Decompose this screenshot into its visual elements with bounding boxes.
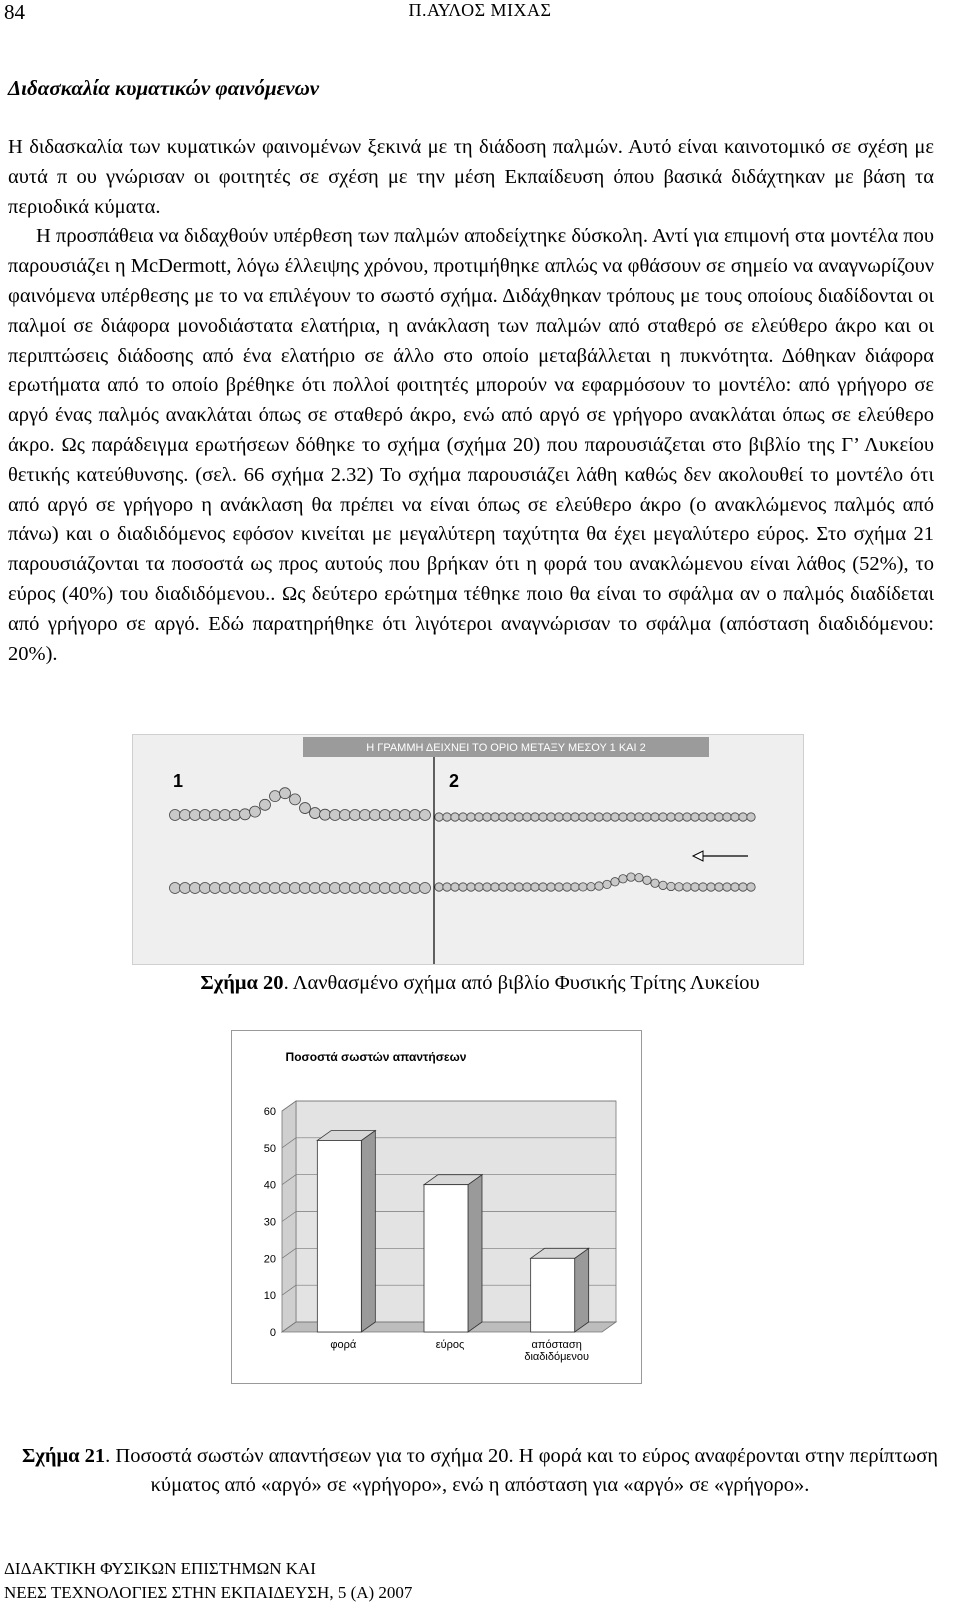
figure-20-caption [0, 972, 960, 995]
bead [180, 810, 191, 821]
footer-line-2: ΝΕΕΣ ΤΕΧΝΟΛΟΓΙΕΣ ΣΤΗΝ ΕΚΠΑΙΔΕΥΣΗ, 5 (Α) 2007 [4, 1583, 413, 1602]
running-head: Π.ΑΥΛΟΣ ΜΙΧΑΣ [408, 0, 552, 20]
x-tick-label: απόσταση [531, 1339, 582, 1351]
bead [220, 883, 231, 894]
bead [400, 883, 411, 894]
y-tick-label: 60 [263, 1106, 276, 1118]
bead [667, 882, 675, 890]
lower-spring-beads [170, 873, 756, 894]
bead [747, 813, 755, 821]
bead [515, 813, 523, 821]
bead [699, 883, 707, 891]
footer-line-1: ΔΙΔΑΚΤΙΚΗ ΦΥΣΙΚΩΝ ΕΠΙΣΤΗΜΩΝ ΚΑΙ [4, 1559, 316, 1578]
bead [280, 788, 291, 799]
y-tick-label: 20 [263, 1253, 276, 1266]
footer [4, 1557, 412, 1605]
bead [555, 813, 563, 821]
bead [467, 883, 475, 891]
bead [547, 813, 555, 821]
bead [380, 883, 391, 894]
bead [320, 809, 331, 820]
bead [240, 809, 251, 820]
bar [317, 1130, 375, 1332]
x-tick-label: φορά [330, 1339, 357, 1351]
bead [270, 791, 281, 802]
bead [390, 810, 401, 821]
bead [290, 883, 301, 894]
bead [571, 883, 579, 891]
bead [611, 878, 619, 886]
bead [675, 883, 683, 891]
bead [360, 883, 371, 894]
bead [571, 813, 579, 821]
chart-x-axis [330, 1339, 589, 1363]
figure-21-chart [231, 1030, 642, 1384]
bead [300, 883, 311, 894]
figure-20-wave-diagram [132, 734, 804, 965]
bead [451, 883, 459, 891]
paragraph-2: Η προσπάθεια να διδαχθούν υπέρθεση των παλμών αποδείχτηκε δύσκολη. Αντί για επιμονή στα μοντέλα που παρουσιάζει η McDermott, λόγω έλλειψης χρόνου, προτιμήθηκε απλώς να φθάσουν σε σημείο να αναγνωρίζουν φαινόμενα υπέρθεσης με το να επιλέγουν το σωστό σχήμα. Διδάχθηκαν τρόπους με τους οποίους διαδίδονται οι παλμοί σε διάφορα μονοδιάστατα ελατήρια, η ανάκλαση των παλμών από σταθερό σε ελεύθερο άκρο και οι περιπτώσεις διάδοσης από ένα ελατήριο σε άλλο στο οποίο μεταβάλλεται η πυκνότητα. Δόθηκαν διάφορα ερωτήματα από το οποίο βρέθηκε ότι πολλοί φοιτητές μπορούν να εφαρμόσουν το μοντέλο: από γρήγορο σε αργό ένας παλμός ανακλάται όπως σε σταθερό άκρο, ενώ από αργό σε γρήγορο ανακλάται όπως σε ελεύθερο άκρο. Ως παράδειγμα ερωτήσεων δόθηκε το σχήμα (σχήμα 20) που παρουσιάζεται στο βιβλίο της Γ’ Λυκείου θετικής κατεύθυνσης. (σελ. 66 σχήμα 2.32) Το σχήμα παρουσιάζει λάθη καθώς δεν ακολουθεί το μοντέλο ότι από αργό σε γρήγορο η ανάκλαση θα πρέπει να είναι όπως σε ελεύθερο άκρο (ο ανακλώμενος παλμός από πάνω) και ο διαδιδόμενος εφόσον κινείται με μεγαλύτερη ταχύτητα θα έχει μεγαλύτερο εύρος. Στο σχήμα 21 παρουσιάζονται τα ποσοστά ως προς αυτούς που βρήκαν ότι η φορά του ανακλώμενου είναι λάθος (52%), το εύρος (40%) του διαδιδόμενου.. Ως δεύτερο ερώτημα τέθηκε ποιο θα είναι το σφάλμα αν ο παλμός διαδίδεται από γρήγορο σε αργό. Εδώ παρατηρήθηκε ότι λιγότεροι αναγνώρισαν το σφάλμα (απόσταση διαδιδόμενου: 20%). [8, 225, 934, 665]
bead [659, 881, 667, 889]
bead [370, 810, 381, 821]
chart-y-axis [264, 1106, 276, 1339]
bead [691, 813, 699, 821]
bead [350, 809, 361, 820]
arrow-left-icon [693, 851, 748, 861]
bead [587, 813, 595, 821]
bead [240, 883, 251, 894]
bead [250, 806, 261, 817]
bead [250, 883, 261, 894]
bead [290, 794, 301, 805]
bead [619, 875, 627, 883]
bar [531, 1248, 589, 1332]
bead [300, 803, 311, 814]
bead [280, 883, 291, 894]
bead [587, 883, 595, 891]
medium-1-label: 1 [173, 771, 184, 791]
bead [731, 883, 739, 891]
bead [360, 810, 371, 821]
bead [723, 883, 731, 891]
y-tick-label: 30 [263, 1216, 276, 1229]
bead [515, 883, 523, 891]
bead [190, 810, 201, 821]
bead [491, 883, 499, 891]
paragraph-1: Η διδασκαλία των κυματικών φαινομένων ξεκινά με τη διάδοση παλμών. Αυτό είναι καινοτομικό σε σχέση με αυτά π ου γνώρισαν οι φοιτητές σε σχέση με την μέση Εκπαίδευση όπου βασικά διδάχτηκαν με βάση τα περιοδικά κύματα. [8, 136, 934, 218]
bead [747, 883, 755, 891]
bead [579, 883, 587, 891]
figure-20-caption-label: Σχήμα 20 [200, 972, 284, 994]
bead [320, 883, 331, 894]
figure-21-caption-label: Σχήμα 21 [21, 1445, 106, 1467]
bead [555, 883, 563, 891]
figure-20-caption-text: . Λανθασμένο σχήμα από βιβλίο Φυσικής Τρίτης Λυκείου [283, 972, 760, 994]
bead [220, 809, 231, 820]
bead [451, 813, 459, 821]
bead [507, 883, 515, 891]
x-tick-label: διαδιδόμενου [524, 1351, 589, 1363]
bead [739, 813, 747, 821]
bead [539, 883, 547, 891]
bar-chart-svg [232, 1031, 641, 1383]
bead [635, 813, 643, 821]
bead [390, 883, 401, 894]
bead [180, 883, 191, 894]
bead [420, 810, 431, 821]
page-number: 84 [4, 0, 25, 24]
bead [170, 883, 181, 894]
bead [531, 813, 539, 821]
bead [200, 883, 211, 894]
y-tick-label: 50 [263, 1142, 276, 1155]
bead [731, 813, 739, 821]
bead [563, 883, 571, 891]
bead [707, 883, 715, 891]
bead [330, 883, 341, 894]
y-tick-label: 10 [263, 1290, 276, 1303]
bead [715, 813, 723, 821]
bead [210, 809, 221, 820]
medium-2-label: 2 [449, 771, 460, 791]
banner-text: Η ΓΡΑΜΜΗ ΔΕΙΧΝΕΙ ΤΟ ΟΡΙΟ ΜΕΤΑΞΥ ΜΕΣΟΥ 1 ΚΑΙ 2 [366, 742, 646, 754]
bead [443, 813, 451, 821]
bead [200, 810, 211, 821]
bead [643, 876, 651, 884]
bead [260, 799, 271, 810]
x-tick-label: εύρος [435, 1339, 465, 1351]
bead [170, 810, 181, 821]
bead [340, 809, 351, 820]
bead [627, 813, 635, 821]
bead [579, 813, 587, 821]
chart-title: Ποσοστά σωστών απαντήσεων [285, 1050, 467, 1064]
figure-21-caption-text: . Ποσοστά σωστών απαντήσεων για το σχήμα 20. Η φορά και το εύρος αναφέρονται στην περίπτωση κύματος από «αργό» σε «γρήγορο», ενώ η απόσταση για «αργό» σε «γρήγορο». [105, 1445, 939, 1496]
bead [635, 873, 643, 881]
bead [699, 813, 707, 821]
section-title: Διδασκαλία κυματικών φαινόμενων [8, 76, 320, 100]
bead [611, 813, 619, 821]
bead [459, 813, 467, 821]
bead [260, 883, 271, 894]
bead [467, 813, 475, 821]
bead [435, 883, 443, 891]
bead [400, 810, 411, 821]
bead [603, 813, 611, 821]
upper-spring-beads [170, 788, 756, 821]
bead [499, 883, 507, 891]
bead [410, 883, 421, 894]
bead [683, 813, 691, 821]
bead [531, 883, 539, 891]
bead [475, 883, 483, 891]
bead [499, 813, 507, 821]
bead [190, 883, 201, 894]
body-text [8, 133, 934, 669]
bead [523, 883, 531, 891]
bead [230, 883, 241, 894]
y-tick-label: 40 [263, 1179, 276, 1192]
wave-diagram-svg [133, 735, 803, 964]
bead [420, 883, 431, 894]
bead [539, 813, 547, 821]
bead [707, 813, 715, 821]
bead [459, 883, 467, 891]
bead [475, 813, 483, 821]
bead [380, 810, 391, 821]
bead [691, 883, 699, 891]
bead [340, 883, 351, 894]
bead [723, 813, 731, 821]
bead [547, 883, 555, 891]
bead [210, 883, 221, 894]
bead [330, 809, 341, 820]
bead [659, 813, 667, 821]
bar [424, 1175, 482, 1332]
bead [675, 813, 683, 821]
bead [310, 808, 321, 819]
bead [523, 813, 531, 821]
bead [667, 813, 675, 821]
bead [491, 813, 499, 821]
y-tick-label: 0 [269, 1327, 276, 1339]
bead [595, 813, 603, 821]
bead [443, 883, 451, 891]
bead [483, 883, 491, 891]
bead [643, 813, 651, 821]
bead [603, 880, 611, 888]
bead [715, 883, 723, 891]
bead [739, 883, 747, 891]
bead [595, 882, 603, 890]
bead [350, 883, 361, 894]
bead [270, 883, 281, 894]
bead [370, 883, 381, 894]
bead [435, 813, 443, 821]
bead [483, 813, 491, 821]
bead [651, 879, 659, 887]
bead [310, 883, 321, 894]
bead [230, 809, 241, 820]
bead [410, 810, 421, 821]
bead [627, 873, 635, 881]
bead [507, 813, 515, 821]
bead [651, 813, 659, 821]
figure-21-caption [0, 1442, 960, 1500]
bead [563, 813, 571, 821]
bead [619, 813, 627, 821]
bead [683, 883, 691, 891]
